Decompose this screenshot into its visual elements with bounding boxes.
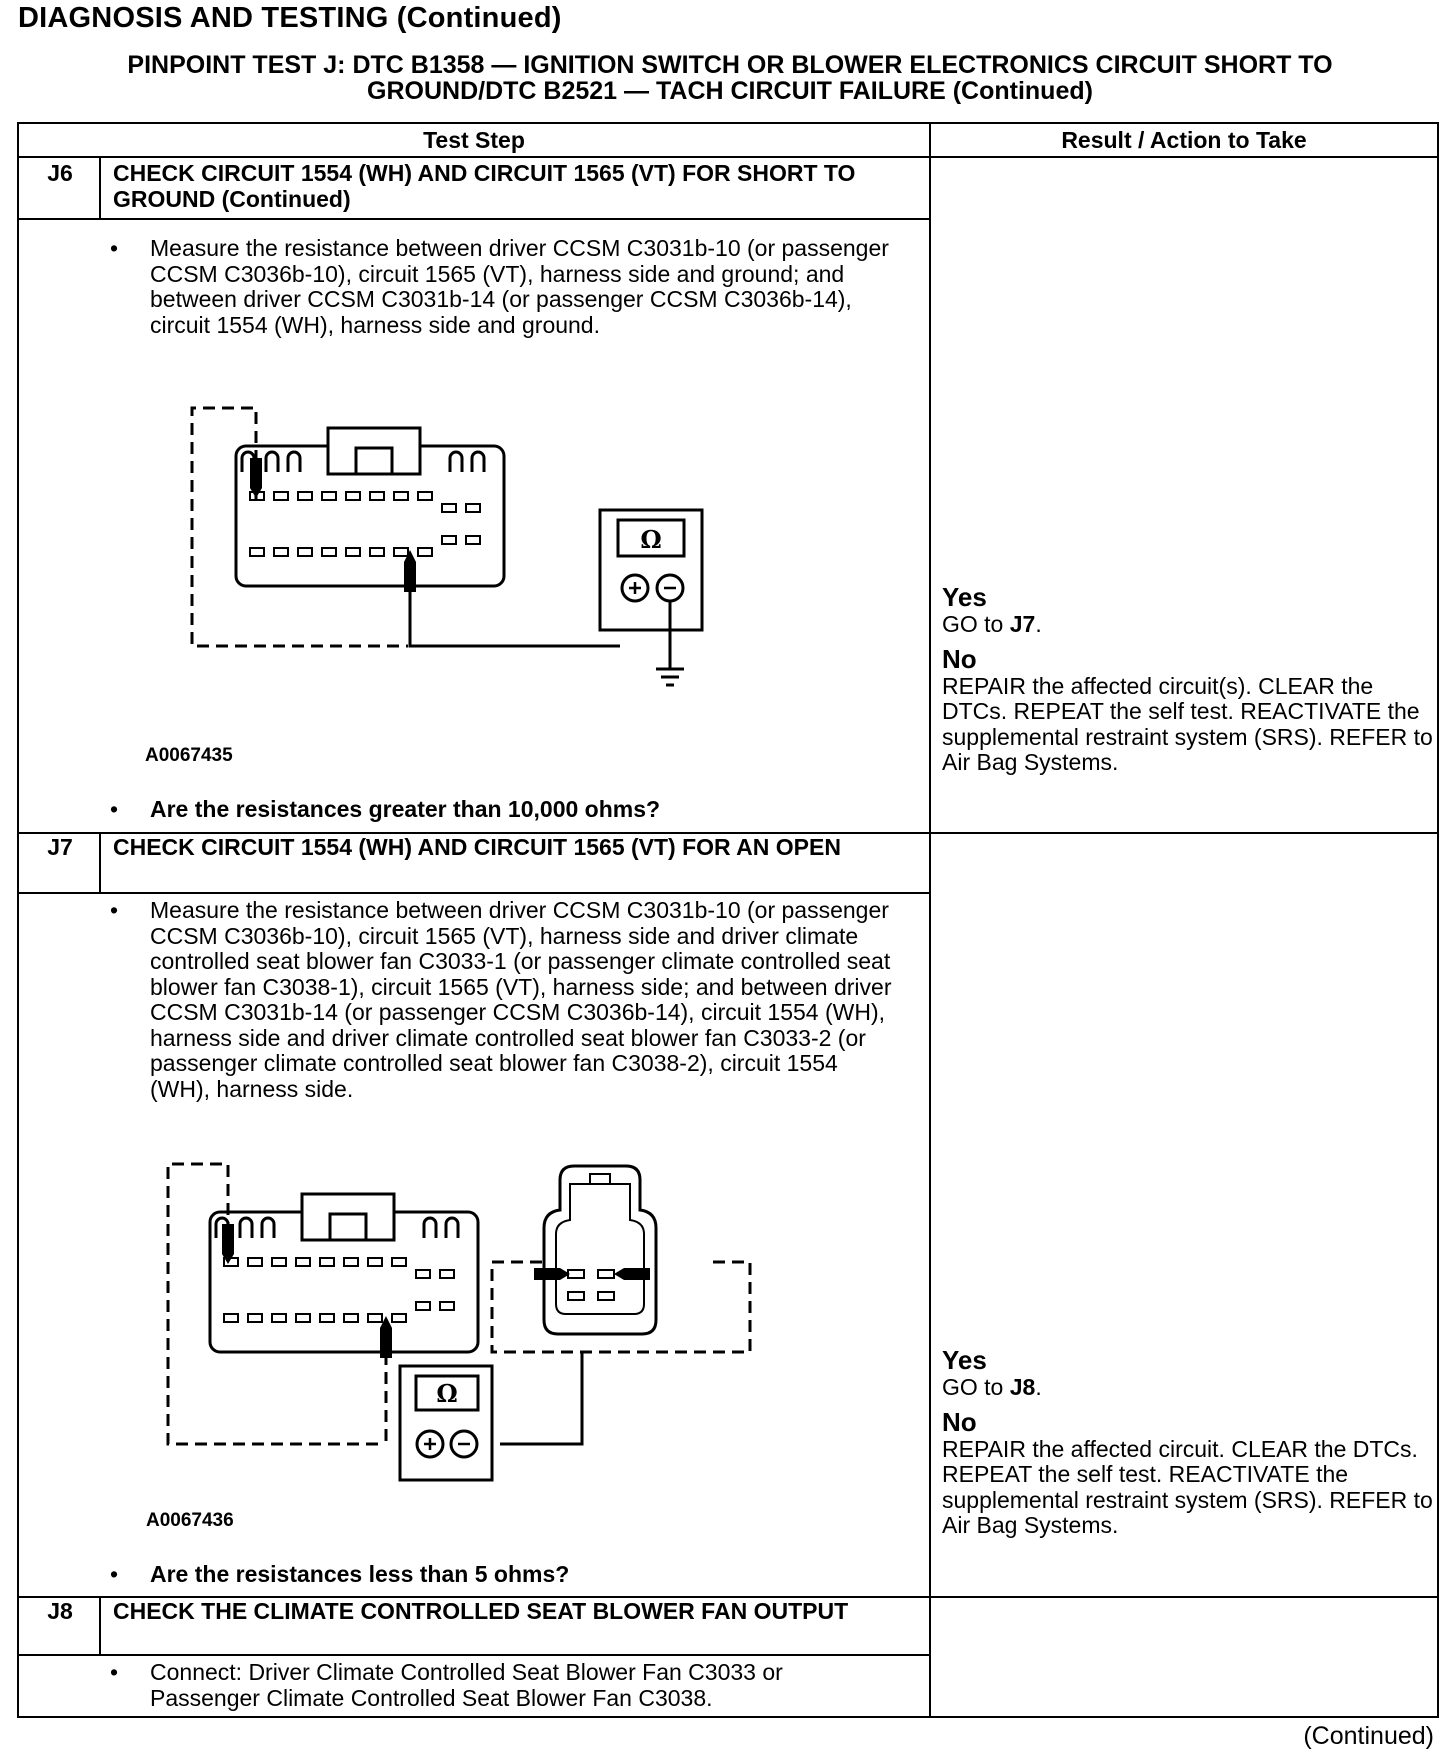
j7-solid-lead (500, 1352, 582, 1444)
blower-fan-connector-body (544, 1166, 656, 1334)
j6-yes-action (942, 612, 1437, 638)
j6-yes-label: Yes (942, 582, 987, 612)
j7-yes-target: J8 (1009, 1374, 1036, 1400)
j6-result (942, 582, 1437, 776)
j7-ccsm-connector-pins (224, 1258, 454, 1322)
j7-yes-action (942, 1375, 1437, 1401)
j7-question-text: Are the resistances less than 5 ohms? (150, 1561, 570, 1587)
j6-question (108, 797, 898, 823)
j6-yes-prefix: GO to (942, 611, 1010, 637)
j6-solid-lead (410, 592, 620, 646)
j6-no-label: No (942, 643, 977, 674)
j7-wiring-diagram (150, 1150, 770, 1490)
ground-symbol-icon (656, 669, 684, 685)
step-id-j6: J6 (47, 160, 73, 186)
table-border-right (1437, 122, 1439, 1718)
step-title-j7: CHECK CIRCUIT 1554 (WH) AND CIRCUIT 1565 (VT) FOR AN OPEN (113, 834, 841, 860)
j8-instruction (108, 1660, 898, 1712)
bullet-glyph: • (110, 796, 119, 822)
step-title-j6: CHECK CIRCUIT 1554 (WH) AND CIRCUIT 1565 (VT) FOR SHORT TO GROUND (Continued) (113, 160, 856, 212)
continued-footer: (Continued) (1303, 1722, 1434, 1750)
j8-instruction-text: Connect: Driver Climate Controlled Seat Blower Fan C3033 or Passenger Climate Controlled Seat Blower Fan C3038. (150, 1659, 783, 1711)
j6-instruction (108, 236, 898, 366)
j7-title-divider (17, 892, 929, 894)
step-title-j8: CHECK THE CLIMATE CONTROLLED SEAT BLOWER FAN OUTPUT (113, 1598, 849, 1624)
bullet-glyph: • (110, 1561, 119, 1587)
bullet-glyph: • (110, 897, 119, 923)
j6-instruction-text: Measure the resistance between driver CCSM C3031b-10 (or passenger CCSM C3036b-10), circuit 1565 (VT), harness side and ground; and between driver CCSM C3031b-14 (or passenger CCSM C3036b-14), circuit 1554 (WH), harness side and ground. (150, 235, 889, 338)
j7-yes-suffix: . (1035, 1374, 1042, 1400)
j7-question (108, 1562, 898, 1588)
column-header-result: Result / Action to Take (1061, 127, 1307, 153)
j7-ohm-symbol: Ω (436, 1379, 458, 1408)
j7-figure-code: A0067436 (146, 1510, 234, 1531)
ccsm-connector-pins (250, 492, 480, 556)
j6-figure-code: A0067435 (145, 745, 233, 766)
header-divider (17, 156, 1439, 158)
j6-yes-suffix: . (1035, 611, 1042, 637)
j6-yes-target: J7 (1009, 611, 1036, 637)
j7-instruction-text: Measure the resistance between driver CCSM C3031b-10 (or passenger CCSM C3036b-10), circuit 1565 (VT), harness side and driver climate controlled seat blower fan C3033-1 (or passenger climate controlled seat blower fan C3038-1), circuit 1565 (VT), harness side; and between driver CCSM C3031b-14 (or passenger CCSM C3036b-14), circuit 1554 (WH), harness side and driver climate controlled seat blower fan C3033-2 (or passenger climate controlled seat blower fan C3038-2), circuit 1554 (WH), harness side. (150, 897, 892, 1102)
j7-yes-prefix: GO to (942, 1374, 1010, 1400)
bullet-glyph: • (110, 235, 119, 261)
table-border-bottom (17, 1716, 1439, 1718)
j7-yes-label: Yes (942, 1345, 987, 1375)
step-id-j8: J8 (47, 1598, 73, 1624)
page-heading: DIAGNOSIS AND TESTING (Continued) (18, 2, 562, 34)
j6-wiring-diagram (170, 398, 730, 758)
ccsm-connector-lock-tab (328, 428, 420, 474)
j6-no-action: REPAIR the affected circuit(s). CLEAR the DTCs. REPEAT the self test. REACTIVATE the supplemental restraint system (SRS). REFER to Air Bag Systems. (942, 672, 1433, 775)
j6-ohm-symbol: Ω (640, 525, 662, 554)
table-border-left (17, 122, 19, 1718)
j7-no-label: No (942, 1406, 977, 1437)
j7-no-action: REPAIR the affected circuit. CLEAR the DTCs. REPEAT the self test. REACTIVATE the supplemental restraint system (SRS). REFER to Air Bag Systems. (942, 1435, 1433, 1538)
column-divider (929, 122, 931, 1718)
bullet-glyph: • (110, 1659, 119, 1685)
j6-question-text: Are the resistances greater than 10,000 ohms? (150, 796, 661, 822)
column-header-test-step: Test Step (423, 127, 525, 153)
pinpoint-test-subheading (20, 52, 1440, 104)
step-id-j7: J7 (47, 834, 73, 860)
subheading-line-2: GROUND/DTC B2521 — TACH CIRCUIT FAILURE (Continued) (367, 77, 1093, 105)
subheading-line-1: PINPOINT TEST J: DTC B1358 — IGNITION SWITCH OR BLOWER ELECTRONICS CIRCUIT SHORT TO (127, 51, 1333, 79)
j7-result (942, 1345, 1437, 1539)
j7-ccsm-connector-lock-tab (302, 1194, 394, 1240)
j8-title-divider (17, 1654, 929, 1656)
j6-title-divider (17, 218, 929, 220)
j7-instruction (108, 898, 898, 1128)
